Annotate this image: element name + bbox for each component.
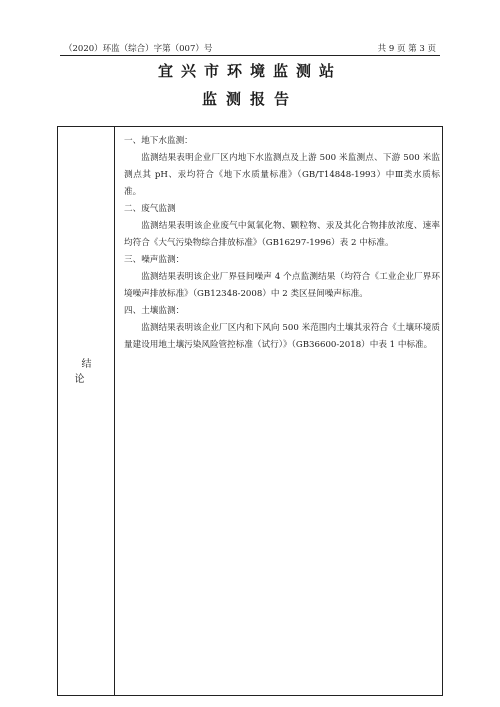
page-counter: 共 9 页 第 3 页 xyxy=(377,44,436,54)
section-body: 监测结果表明该企业厂区内和下风向 500 米范围内土壤其汞符合《土壤环境质量建设用地土壤污染风险管控标准（试行）》（GB36600-2018）中表 1 中标准。 xyxy=(124,323,440,350)
section-body: 监测结果表明该企业废气中氮氧化物、颗粒物、汞及其化合物排放浓度、速率均符合《大气污染物综合排放标准》（GB16297-1996）表 2 中标准。 xyxy=(124,221,440,248)
document-title: 监测报告 xyxy=(201,90,298,108)
label-column xyxy=(58,127,115,695)
page-header xyxy=(0,40,500,56)
header-divider xyxy=(60,55,440,56)
section-heading: 四、土壤监测： xyxy=(124,306,185,316)
conclusion-content xyxy=(124,133,440,354)
report-number: （2020）环监（综合）字第（007）号 xyxy=(64,44,213,54)
section-body: 监测结果表明企业厂区内地下水监测点及上游 500 米监测点、下游 500 米监测点其 pH、汞均符合《地下水质量标准》（GB/T14848-1993）中Ⅲ类水质标准。 xyxy=(124,153,440,197)
conclusion-label: 结论 xyxy=(74,359,106,385)
conclusion-table xyxy=(57,126,443,696)
section-body: 监测结果表明该企业厂界昼间噪声 4 个点监测结果（均符合《工业企业厂界环境噪声排放标准》（GB12348-2008）中 2 类区昼间噪声标准。 xyxy=(124,272,440,299)
section-heading: 二、废气监测 xyxy=(124,204,176,214)
organization-name: 宜兴市环境监测站 xyxy=(157,62,342,80)
section-heading: 三、噪声监测： xyxy=(124,255,185,265)
section-heading: 一、地下水监测： xyxy=(124,136,193,146)
